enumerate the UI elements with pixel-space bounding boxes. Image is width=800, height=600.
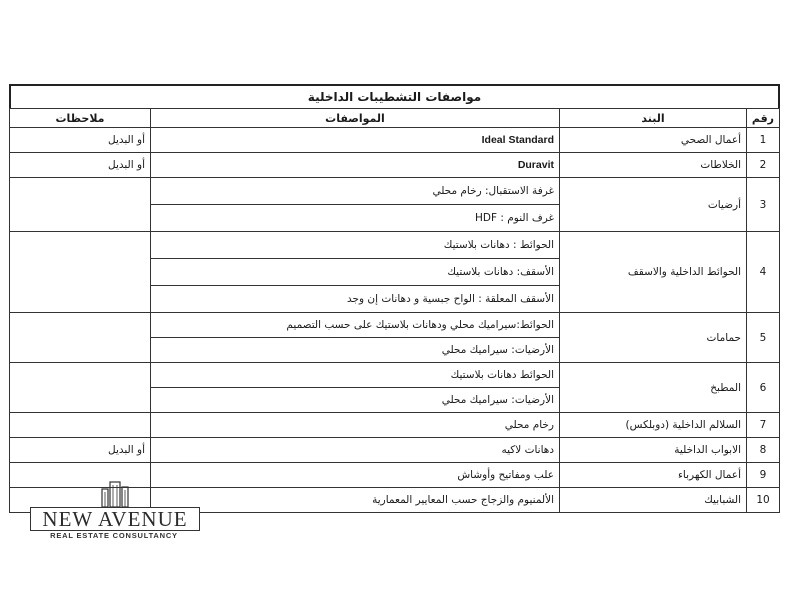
row-spec: دهانات لاكيه: [151, 438, 560, 463]
table-row: [10, 128, 780, 153]
row-item: حمامات: [560, 313, 747, 363]
table-header-row: [10, 109, 780, 128]
row-number: 4: [747, 232, 780, 313]
row-spec: الحوائط دهانات بلاستيك: [151, 363, 560, 388]
table-row: [10, 363, 780, 388]
row-spec: الأرضيات: سيراميك محلي: [151, 338, 560, 363]
row-number: 8: [747, 438, 780, 463]
row-spec: الألمنيوم والزجاج حسب المعايير المعمارية: [151, 488, 560, 513]
specifications-sheet: [9, 84, 778, 508]
row-item: الخلاطات: [560, 153, 747, 178]
row-number: 5: [747, 313, 780, 363]
row-note: [10, 413, 151, 438]
new-avenue-logo: [26, 481, 202, 541]
table-row: [10, 438, 780, 463]
row-item: السلالم الداخلية (دوبلكس): [560, 413, 747, 438]
row-spec: Ideal Standard: [151, 128, 560, 153]
row-spec: غرف النوم : HDF: [151, 205, 560, 232]
logo-tagline: REAL ESTATE CONSULTANCY: [50, 531, 178, 540]
table-row: [10, 232, 780, 259]
row-spec: الحوائط:سيراميك محلي ودهانات بلاستيك على حسب التصميم: [151, 313, 560, 338]
building-icon: [100, 481, 130, 507]
row-spec: الأرضيات: سيراميك محلي: [151, 388, 560, 413]
row-spec: علب ومفاتيح وأوشاش: [151, 463, 560, 488]
row-spec: الحوائط : دهانات بلاستيك: [151, 232, 560, 259]
row-note: [10, 232, 151, 313]
row-item: أعمال الكهرباء: [560, 463, 747, 488]
row-note: أو البديل: [10, 153, 151, 178]
table-row: [10, 413, 780, 438]
specifications-table: [9, 108, 780, 513]
row-number: 2: [747, 153, 780, 178]
row-number: 7: [747, 413, 780, 438]
header-item: البند: [560, 109, 747, 128]
row-number: 1: [747, 128, 780, 153]
row-spec: الأسقف المعلقة : الواح جبسية و دهانات إن وجد: [151, 286, 560, 313]
row-item: أعمال الصحي: [560, 128, 747, 153]
row-item: المطبخ: [560, 363, 747, 413]
row-number: 10: [747, 488, 780, 513]
row-number: 3: [747, 178, 780, 232]
header-number: رقم: [747, 109, 780, 128]
row-item: الابواب الداخلية: [560, 438, 747, 463]
document-title: مواصفات التشطيبات الداخلية: [9, 84, 780, 109]
row-spec: الأسقف: دهانات بلاستيك: [151, 259, 560, 286]
row-spec: Duravit: [151, 153, 560, 178]
row-note: [10, 178, 151, 232]
row-item: أرضيات: [560, 178, 747, 232]
table-row: [10, 313, 780, 338]
row-item: الشبابيك: [560, 488, 747, 513]
row-spec: غرفة الاستقبال: رخام محلي: [151, 178, 560, 205]
row-note: أو البديل: [10, 438, 151, 463]
row-note: [10, 313, 151, 363]
row-item: الحوائط الداخلية والاسقف: [560, 232, 747, 313]
row-note: [10, 363, 151, 413]
table-row: [10, 178, 780, 205]
row-spec: رخام محلي: [151, 413, 560, 438]
row-number: 9: [747, 463, 780, 488]
row-note: أو البديل: [10, 128, 151, 153]
logo-name: NEW AVENUE: [30, 507, 200, 531]
row-number: 6: [747, 363, 780, 413]
header-notes: ملاحظات: [10, 109, 151, 128]
table-row: [10, 153, 780, 178]
header-specifications: المواصفات: [151, 109, 560, 128]
